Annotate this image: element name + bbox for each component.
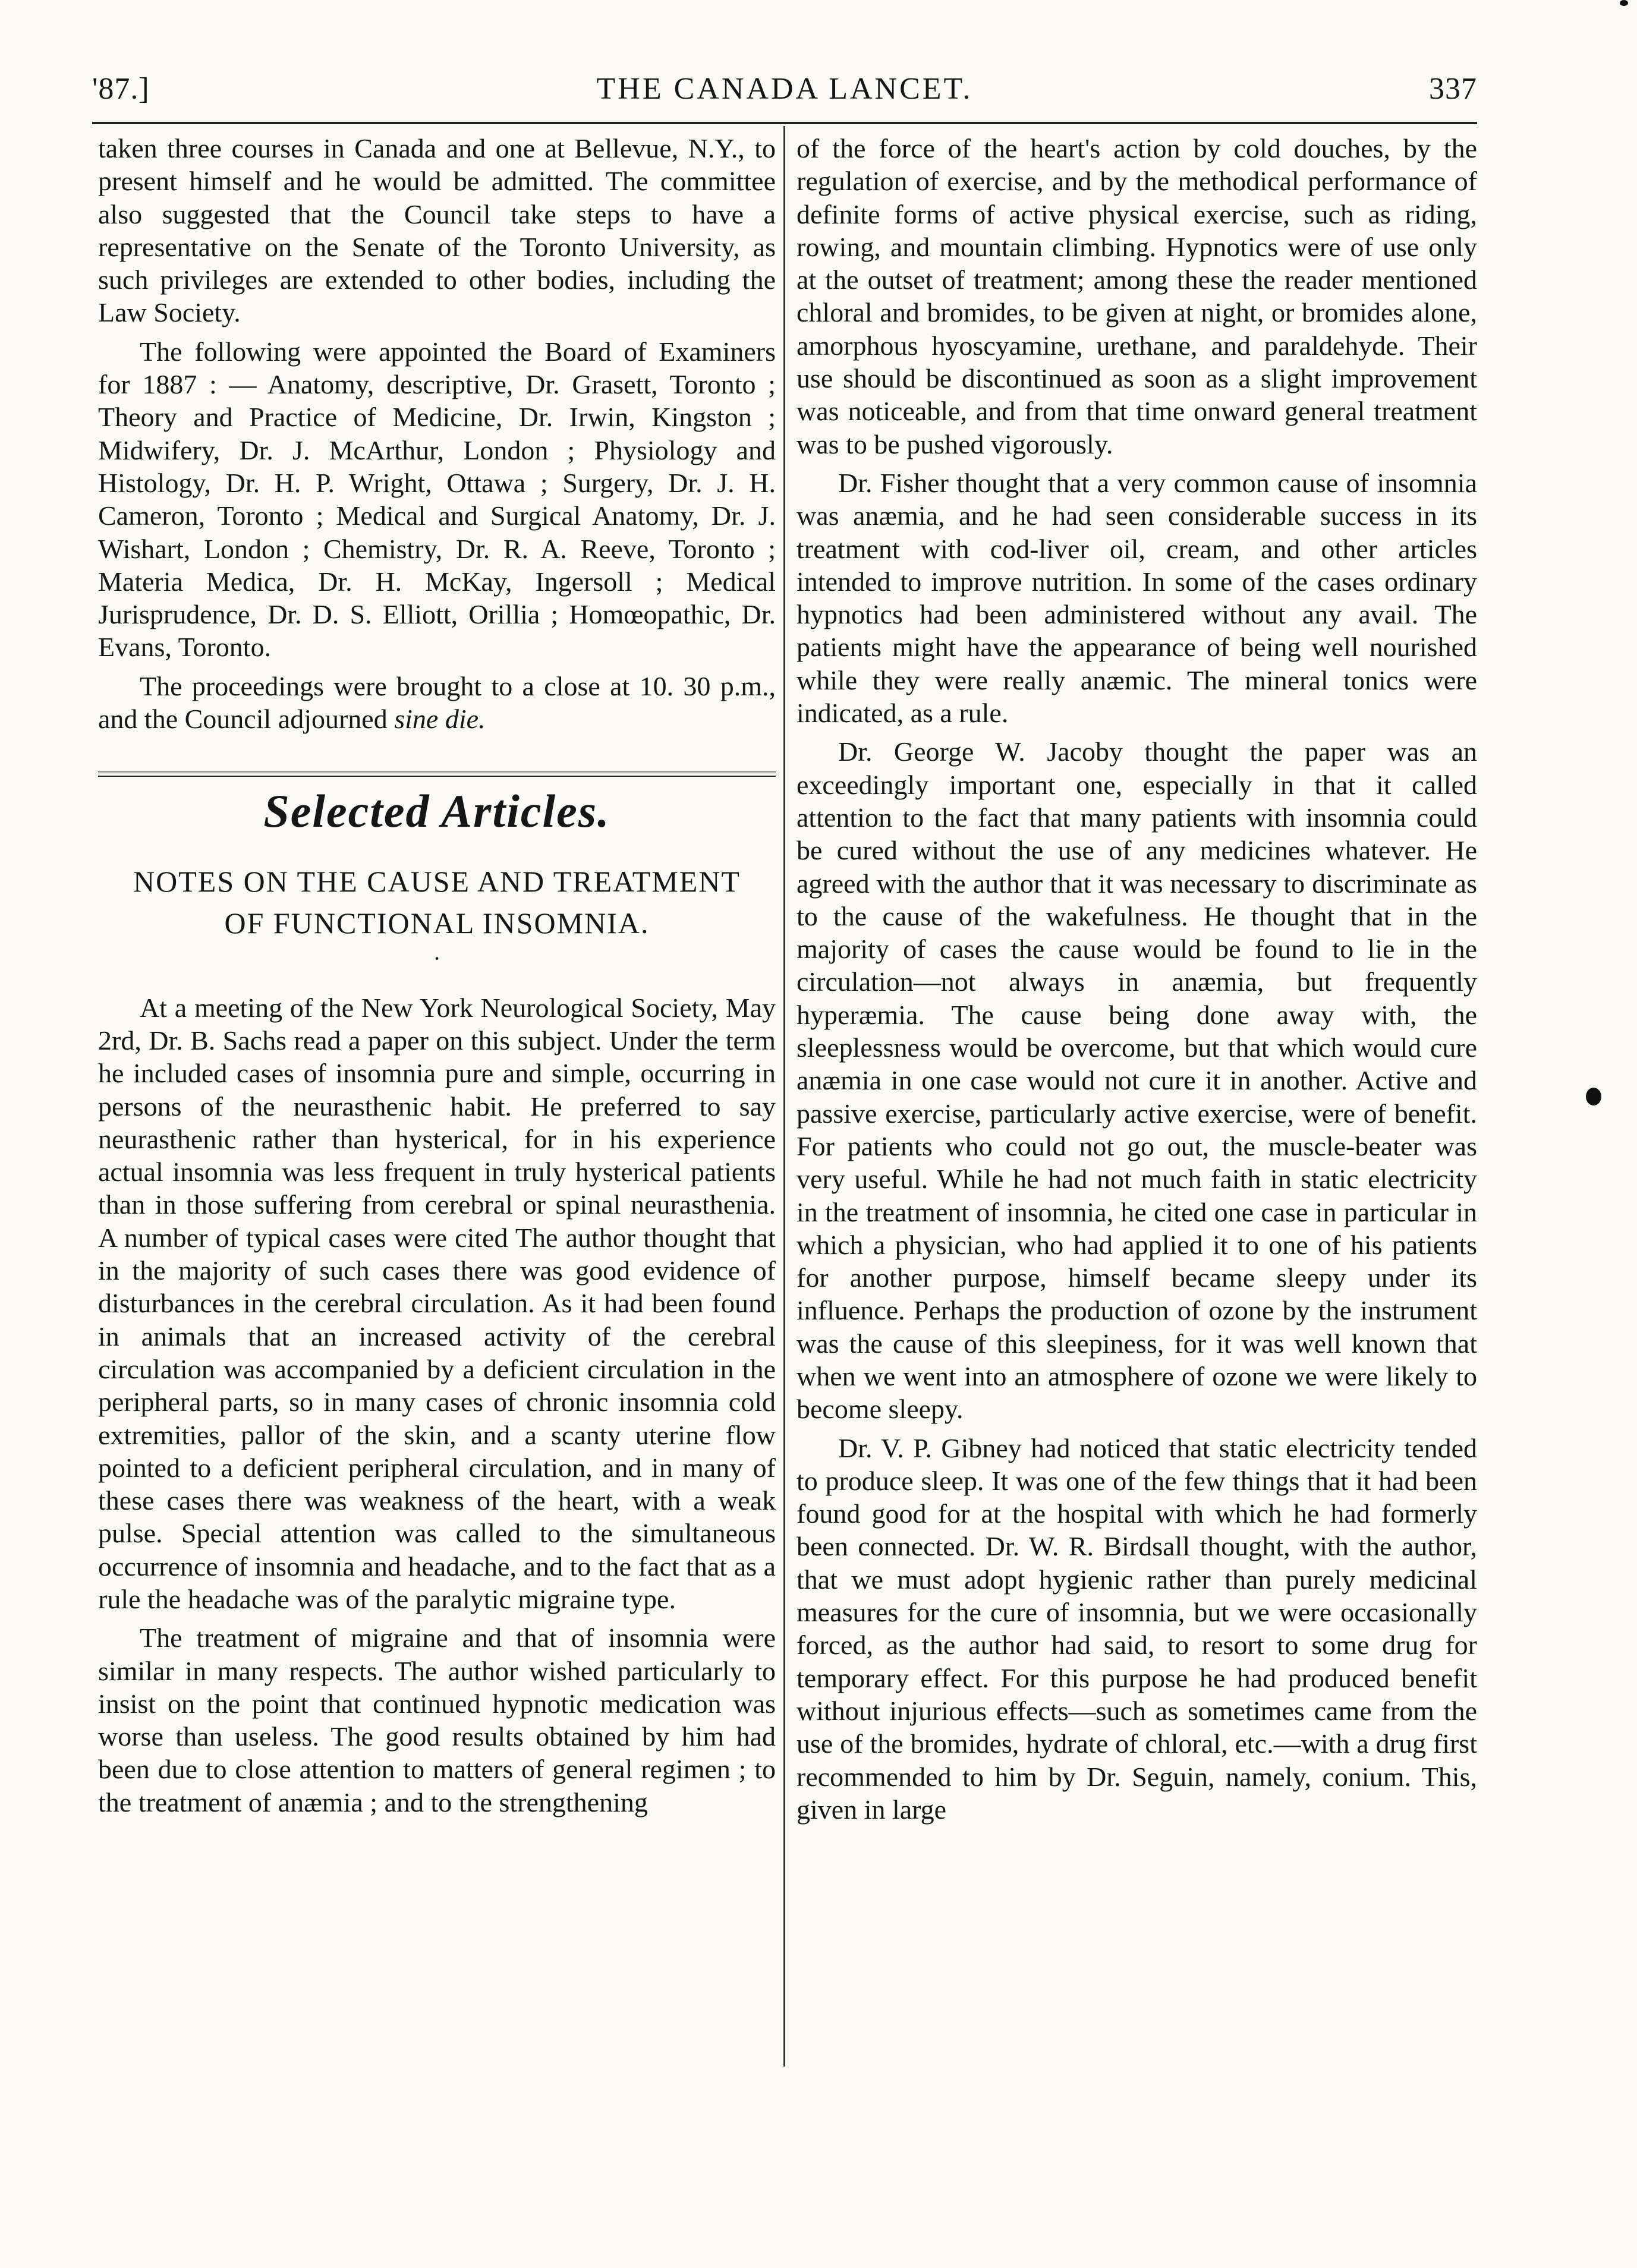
page-number: 337	[1429, 72, 1477, 106]
jacoby-discussion-paragraph: Dr. George W. Jacoby thought the paper was an exceedingly important one, especially in that it called attention to the fact that many patients with insomnia could be cured without the use of any medicines whatever. He agreed with the author that it was necessary to discriminate as to the cause of the wakefulness. He thought that in the majority of cases the cause would be found to lie in the circulation—not always in anæmia, but frequently hyperæmia. The cause being done away with, the sleeplessness would be overcome, but that which would cure anæmia in one case would not cure it in another. Active and passive exercise, particularly active exercise, were of benefit. For patients who could not go out, the muscle-beater was very useful. While he had not much faith in static electricity in the treatment of insomnia, he cited one case in particular in which a physician, who had applied it to one of his patients for another purpose, himself became sleepy under its influence. Perhaps the production of ozone by the instrument was the cause of this sleepiness, for it was well known that when we went into an atmosphere of ozone we were likely to become sleepy.	[797, 736, 1477, 1425]
header-volume-year: '87.]	[92, 72, 150, 106]
article-paragraph-3: of the force of the heart's action by cold douches, by the regulation of exercise, and by the methodical performance of definite forms of active physical exercise, such as riding, rowing, and mountain climbing. Hypnotics were of use only at the outset of treatment; among these the reader mentioned chloral and bromides, to be given at night, or bromides alone, amorphous hyoscyamine, urethane, and paraldehyde. Their use should be discontinued as soon as a slight improvement was noticeable, and from that time onward general treatment was to be pushed vigorously.	[797, 133, 1477, 459]
proceedings-close-text: The proceedings were brought to a close at 10. 30 p.m., and the Council adjourned	[98, 670, 776, 735]
gibney-birdsall-discussion-paragraph: Dr. V. P. Gibney had noticed that static electricity tended to produce sleep. It was one of the few things that it had been found good for at the hospital with which he had formerly been connected. Dr. W. R. Birdsall thought, with the author, that we must adopt hygienic rather than purely medicinal measures for the cure of insomnia, but we were occasionally forced, as the author had said, to resort to some drug for temporary effect. For this purpose he had produced benefit without injurious effects—such as sometimes came from the use of the bromides, hydrate of chloral, etc.—with a drug first recommended to him by Dr. Seguin, namely, conium. This, given in large	[797, 1432, 1477, 1825]
column-divider	[783, 126, 785, 2067]
section-separator-rule	[98, 771, 776, 777]
article-paragraph-2: The treatment of migraine and that of insomnia were similar in many respects. The author wished particularly to insist on the point that continued hypnotic medication was worse than useless. The good results obtained by him had been due to close attention to matters of general regimen ; to the treatment of anæmia ; and to the strengthening	[98, 1623, 776, 1817]
board-of-examiners-paragraph: The following were appointed the Board of Examiners for 1887 : — Anatomy, descriptive, Dr. Grasett, Toronto ; Theory and Practice of Medicine, Dr. Irwin, Kingston ; Midwifery, Dr. J. McArthur, London ; Physiology and Histology, Dr. H. P. Wright, Ottawa ; Surgery, Dr. J. H. Cameron, Toronto ; Medical and Surgical Anatomy, Dr. J. Wishart, London ; Chemistry, Dr. R. A. Reeve, Toronto ; Materia Medica, Dr. H. McKay, Ingersoll ; Medical Jurisprudence, Dr. D. S. Elliott, Orillia ; Homœopathic, Dr. Evans, Toronto.	[98, 336, 776, 663]
left-column	[98, 132, 776, 1825]
council-report-paragraph-1: taken three courses in Canada and one at Bellevue, N.Y., to present himself and he would be admitted. The committee also suggested that the Council take steps to have a representative on the Senate of the Toronto University, as such privileges are extended to other bodies, including the Law Society.	[98, 133, 776, 328]
journal-title: THE CANADA LANCET.	[596, 72, 973, 106]
header-rule	[92, 122, 1477, 124]
ink-spot-mark	[1586, 1088, 1601, 1105]
right-column	[797, 132, 1477, 1832]
article-paragraph-1: At a meeting of the New York Neurological Society, May 2rd, Dr. B. Sachs read a paper on this subject. Under the term he included cases of insomnia pure and simple, occurring in persons of the neurasthenic habit. He preferred to say neurasthenic rather than hysterical, for in his experience actual insomnia was less frequent in truly hysterical patients than in those suffering from cerebral or spinal neurasthenia. A number of typical cases were cited The author thought that in the majority of such cases there was good evidence of disturbances in the cerebral circulation. As it had been found in animals that an increased activity of the cerebral circulation was accompanied by a deficient circulation in the peripheral parts, so in many cases of chronic insomnia cold extremities, pallor of the skin, and a scanty uterine flow pointed to a deficient peripheral circulation, and in many of these cases there was weakness of the heart, with a weak pulse. Special attention was called to the simultaneous occurrence of insomnia and headache, and to the fact that as a rule the headache was of the paralytic migraine type.	[98, 992, 776, 1614]
article-title	[98, 861, 776, 944]
article-title-line-2: OF FUNCTIONAL INSOMNIA.	[224, 906, 650, 940]
running-header	[92, 59, 1477, 113]
title-ornament-dot: ·	[433, 944, 441, 972]
fisher-discussion-paragraph: Dr. Fisher thought that a very common cause of insomnia was anæmia, and he had seen considerable success in its treatment with cod-liver oil, cream, and other articles intended to improve nutrition. In some of the cases ordinary hypnotics had been administered without any avail. The patients might have the appearance of being well nourished while they were really anæmic. The mineral tonics were indicated, as a rule.	[797, 467, 1477, 729]
corner-ink-mark	[1620, 0, 1628, 6]
section-heading: Selected Articles.	[263, 785, 610, 837]
article-title-line-1: NOTES ON THE CAUSE AND TREATMENT	[133, 864, 741, 898]
proceedings-close-paragraph	[98, 670, 776, 736]
sine-die-italic: sine die.	[394, 704, 486, 735]
